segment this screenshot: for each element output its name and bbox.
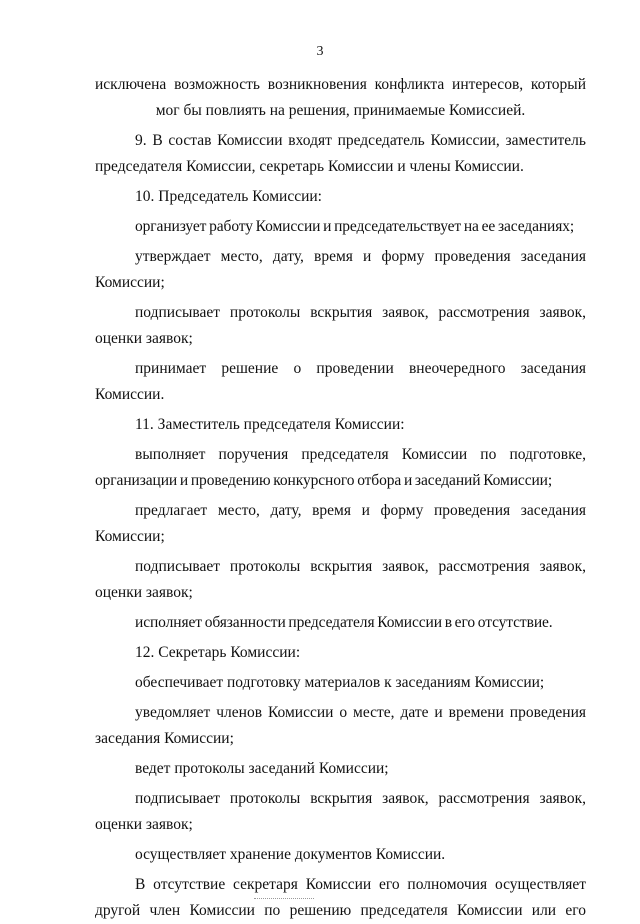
scan-edge-mark bbox=[254, 898, 314, 901]
paragraph-line: организует работу Комиссии и председательствует на ее заседаниях; bbox=[135, 218, 575, 235]
paragraph-item bbox=[95, 300, 586, 352]
paragraph-line: принимает решение о проведении внеочередного заседания bbox=[135, 360, 586, 377]
paragraph-line: другой член Комиссии по решению председателя Комиссии или его bbox=[95, 902, 586, 919]
paragraph-item-9 bbox=[95, 128, 586, 180]
paragraph-item bbox=[95, 786, 586, 838]
section-heading-10: 10. Председатель Комиссии: bbox=[135, 188, 322, 205]
paragraph-line: организации и проведению конкурсного отбора и заседаний Комиссии; bbox=[95, 472, 553, 489]
paragraph-line: заседания Комиссии; bbox=[95, 730, 234, 747]
paragraph-line: мог бы повлиять на решения, принимаемые Комиссией. bbox=[155, 102, 526, 119]
paragraph-item bbox=[95, 244, 586, 296]
paragraph-line: подписывает протоколы вскрытия заявок, рассмотрения заявок, bbox=[135, 790, 586, 807]
paragraph-line: В отсутствие секретаря Комиссии его полномочия осуществляет bbox=[135, 876, 586, 893]
paragraph-line: оценки заявок; bbox=[95, 584, 193, 601]
paragraph-item bbox=[95, 872, 586, 924]
section-heading-11: 11. Заместитель председателя Комиссии: bbox=[135, 416, 405, 433]
paragraph-line: оценки заявок; bbox=[95, 816, 193, 833]
paragraph-line: подписывает протоколы вскрытия заявок, рассмотрения заявок, bbox=[135, 558, 586, 575]
paragraph-line: подписывает протоколы вскрытия заявок, рассмотрения заявок, bbox=[135, 304, 586, 321]
paragraph-line: уведомляет членов Комиссии о месте, дате и времени проведения bbox=[135, 704, 586, 721]
paragraph-continuation bbox=[95, 72, 586, 124]
paragraph-item bbox=[95, 356, 586, 408]
paragraph-line: осуществляет хранение документов Комиссии. bbox=[135, 846, 446, 863]
paragraph-line: Комиссии; bbox=[95, 274, 165, 291]
paragraph-line: Комиссии. bbox=[95, 386, 165, 403]
paragraph-line: выполняет поручения председателя Комиссии по подготовке, bbox=[135, 446, 586, 463]
paragraph-line: оценки заявок; bbox=[95, 330, 193, 347]
document-body bbox=[95, 72, 586, 924]
paragraph-line: предлагает место, дату, время и форму проведения заседания bbox=[135, 502, 586, 519]
paragraph-item bbox=[95, 498, 586, 550]
paragraph-item bbox=[95, 700, 586, 752]
paragraph-line: 9. В состав Комиссии входят председатель Комиссии, заместитель bbox=[135, 132, 586, 149]
paragraph-line: председателя Комиссии, секретарь Комиссии и члены Комиссии. bbox=[95, 158, 524, 175]
paragraph-line: ведет протоколы заседаний Комиссии; bbox=[135, 760, 389, 777]
paragraph-line: обеспечивает подготовку материалов к заседаниям Комиссии; bbox=[135, 674, 545, 691]
paragraph-line: исполняет обязанности председателя Комиссии в его отсутствие. bbox=[135, 614, 553, 631]
paragraph-line: исключена возможность возникновения конфликта интересов, который bbox=[95, 76, 586, 93]
page-number: 3 bbox=[316, 44, 324, 59]
section-heading-12: 12. Секретарь Комиссии: bbox=[135, 644, 301, 661]
paragraph-item bbox=[95, 442, 586, 494]
paragraph-item bbox=[95, 554, 586, 606]
paragraph-line: Комиссии; bbox=[95, 528, 165, 545]
paragraph-line: утверждает место, дату, время и форму проведения заседания bbox=[135, 248, 586, 265]
